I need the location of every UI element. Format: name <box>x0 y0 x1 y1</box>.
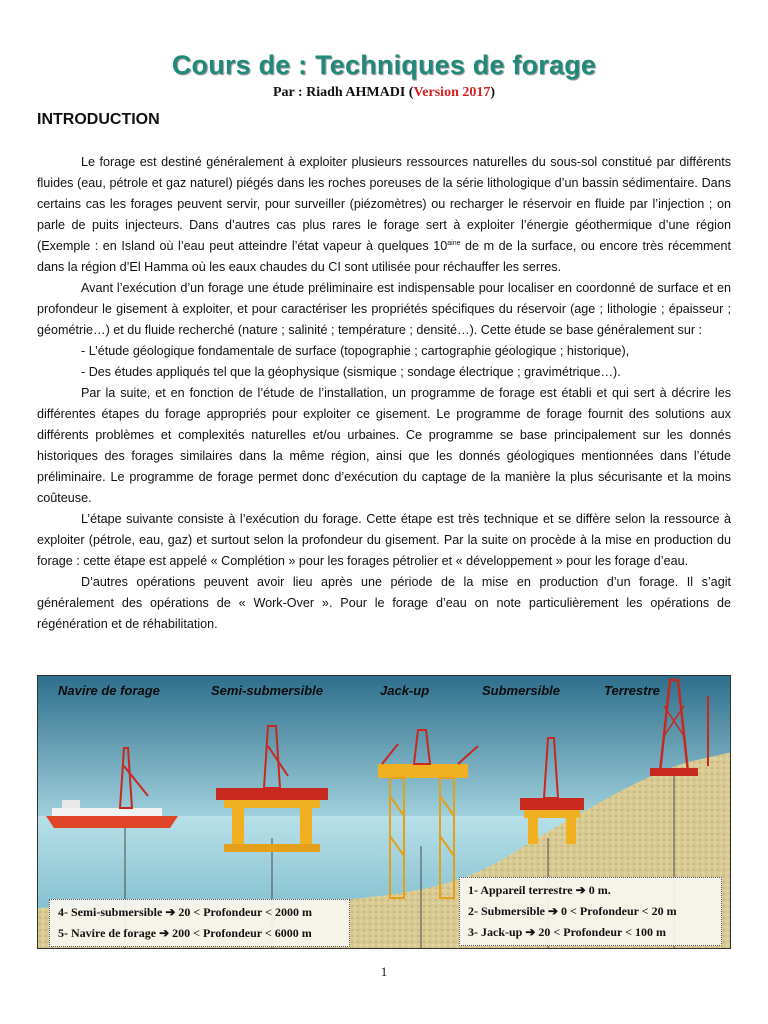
label-semi-submersible: Semi-submersible <box>211 683 323 698</box>
label-submersible: Submersible <box>482 683 561 698</box>
document-title: Cours de : Techniques de forage <box>171 50 597 80</box>
label-land: Terrestre <box>604 683 660 698</box>
byline-prefix: Par : Riadh AHMADI ( <box>272 85 414 100</box>
paragraph-3: Par la suite, et en fonction de l’étude de l’installation, un programme de forage est établi et qui sert à décrire les différentes étapes du forage appropriés pour exploiter ce gisement. Le programme de forage fournit des solutions aux différents problèmes et complexités naturelles et/ou urbaines. Ce programme se base principalement sur les donnés historiques des forages similaires dans la même région, ainsi que les donnés géologiques mentionnées dans l’étude préliminaire. Le programme de forage permet donc d’exécution du captage de la manière la plus sécurisante et la moins coûteuse. <box>37 386 731 505</box>
legend-item-jack-up: 3- Jack-up ➔ 20 < Profondeur < 100 m <box>468 925 666 939</box>
legend-item-submersible: 2- Submersible ➔ 0 < Profondeur < 20 m <box>468 904 677 918</box>
version-label: Version 2017 <box>413 85 491 100</box>
legend-item-drillship: 5- Navire de forage ➔ 200 < Profondeur < 6000 m <box>58 926 312 940</box>
list-item-geophysics: - Des études appliqués tel que la géophysique (sismique ; sondage électrique ; gravimétrique…). <box>81 365 621 379</box>
legend-offshore-deep <box>49 899 350 947</box>
drilling-rigs-figure <box>37 675 731 949</box>
introduction-body <box>37 152 731 635</box>
paragraph-4: L’étape suivante consiste à l’exécution du forage. Cette étape est très technique et se diffère selon la ressource à exploiter (pétrole, eau, gaz) et surtout selon la profondeur du gisement. Par la suite on procède à la mise en production du forage : cette étape est appelé « Complétion » pour les forages pétrolier et « développement » pour les forage d’eau. <box>37 512 731 568</box>
paragraph-2: Avant l’exécution d’un forage une étude préliminaire est indispensable pour localiser en coordonné de surface et en profondeur le gisement à exploiter, et pour caractériser les propriétés spécifiques du réservoir (age ; lithologie ; épaisseur ; géométrie…) et du fluide recherché (nature ; salinité ; température ; densité…). Cette étude se base généralement sur : <box>37 281 731 337</box>
paragraph-1 <box>37 152 731 278</box>
byline-suffix: ) <box>490 85 496 100</box>
legend-onshore-shallow <box>459 877 722 946</box>
paragraph-1-tail: de m de la surface, ou encore très récemment dans la région d’El Hamma où les eaux chaudes du CI sont utilisée pour réchauffer les serres. <box>37 239 732 274</box>
legend-item-semi-submersible: 4- Semi-submersible ➔ 20 < Profondeur < 2000 m <box>58 905 312 919</box>
label-jack-up: Jack-up <box>380 683 430 698</box>
paragraph-1-text: Le forage est destiné généralement à exploiter plusieurs ressources naturelles du sous-sol constitué par différents fluides (eau, pétrole et gaz naturel) piégés dans les roches poreuses de la série lithologique d’un bassin sédimentaire. Dans certains cas les forages peuvent servir, pour surveiller (piézomètres) ou recharger le réservoir en fluide par l’injection ; on parle de puits injecteurs. Dans d’autres cas plus rares le forage sert à exploiter l’énergie géothermique d’une région (Exemple : en Island où l’eau peut atteindre l’état vapeur à quelques 10 <box>37 155 731 253</box>
page-number: 1 <box>380 964 388 979</box>
section-heading: INTRODUCTION <box>37 111 160 128</box>
author-byline <box>0 85 768 101</box>
label-drillship: Navire de forage <box>58 683 160 698</box>
paragraph-5: D’autres opérations peuvent avoir lieu après une période de la mise en production d’un forage. Il s’agit généralement des opérations de « Work-Over ». Pour le forage d’eau on note particulièrement les opérations de régénération et de réhabilitation. <box>37 575 731 631</box>
list-item-geology: - L’étude géologique fondamentale de surface (topographie ; cartographie géologique ; historique), <box>81 344 630 358</box>
legend-item-land-rig: 1- Appareil terrestre ➔ 0 m. <box>468 883 611 897</box>
ordinal-superscript: aine <box>447 240 461 247</box>
